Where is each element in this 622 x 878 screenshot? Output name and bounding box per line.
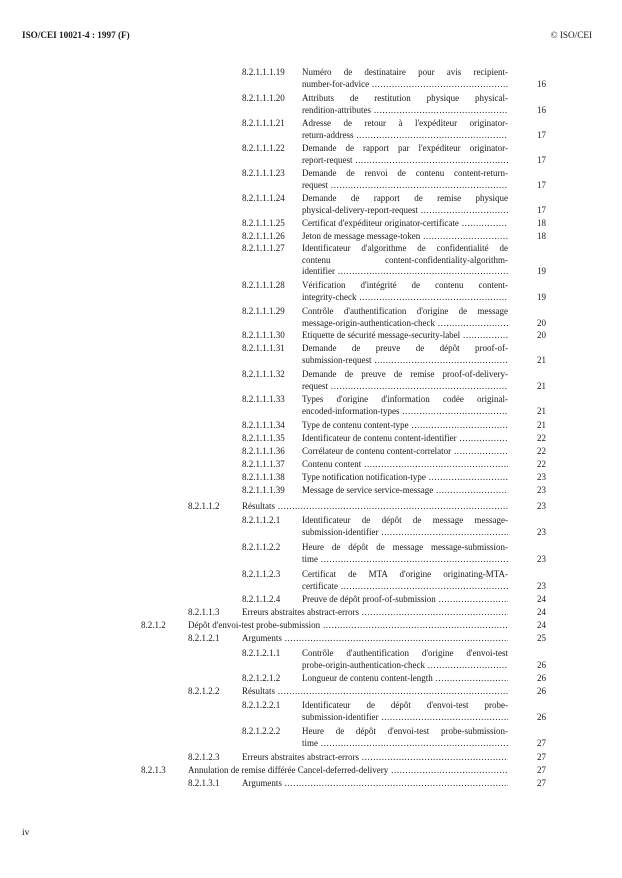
section-title-line: Demande de rapport par l'expéditeur originator- [302, 143, 508, 153]
toc-entry[interactable] [242, 648, 546, 671]
section-title-line: Heure de dépôt d'envoi-test probe-submission- [302, 726, 508, 736]
section-number: 8.2.1.1.1.30 [242, 330, 285, 340]
section-title [302, 542, 508, 565]
page-ref: 22 [537, 446, 546, 456]
page-ref: 22 [537, 459, 546, 469]
section-title-line: time ..... [302, 738, 508, 750]
section-title [302, 218, 508, 230]
section-number: 8.2.1.2.2.2 [242, 726, 281, 736]
section-title-line: contenu content-confidentiality-algorithm- [302, 254, 508, 265]
section-title-line: Arguments ..... [242, 633, 508, 645]
section-title-line: Adresse de retour à l'expéditeur originator- [302, 118, 508, 128]
section-title [302, 193, 508, 216]
section-title [302, 472, 508, 484]
section-number: 8.2.1.1.1.36 [242, 446, 285, 456]
section-title-line: request ..... [302, 381, 508, 393]
toc-entry[interactable] [141, 620, 546, 632]
section-title [302, 369, 508, 392]
section-number: 8.2.1.1.1.22 [242, 143, 285, 153]
section-title-line: integrity-check ..... [302, 292, 508, 304]
section-title [302, 67, 508, 90]
section-title [302, 231, 508, 243]
section-title [302, 420, 508, 432]
toc-entry[interactable] [242, 218, 546, 230]
page-ref: 17 [537, 179, 546, 190]
page-ref: 27 [537, 778, 546, 788]
page-ref: 24 [537, 594, 546, 604]
toc-entry[interactable] [242, 343, 546, 366]
toc-entry[interactable] [242, 168, 546, 191]
section-title-line: physical-delivery-report-request ..... [302, 205, 508, 217]
section-title-line: Annulation de remise différée Cancel-deferred-delivery ..... [188, 765, 508, 777]
section-number: 8.2.1.1.2.1 [242, 515, 281, 525]
page-ref: 23 [537, 580, 546, 591]
page-ref: 27 [537, 737, 546, 748]
page-ref: 23 [537, 472, 546, 482]
section-title [188, 765, 508, 777]
toc-entry[interactable] [242, 459, 546, 471]
section-title-line: certificate ..... [302, 581, 508, 593]
section-number: 8.2.1.2.1.2 [242, 673, 281, 683]
toc-entry[interactable] [242, 433, 546, 445]
section-title [302, 726, 508, 749]
section-title-line: Message de service service-message ..... [302, 485, 508, 497]
page-ref: 23 [537, 485, 546, 495]
toc-entry[interactable] [188, 686, 546, 698]
section-title-line: Identificateur d'algorithme de confidentialité de [302, 243, 508, 253]
page-ref: 27 [537, 765, 546, 775]
section-number: 8.2.1.1.1.38 [242, 472, 285, 482]
section-title-line: probe-origin-authentication-check ..... [302, 660, 508, 672]
section-number: 8.2.1.1.1.37 [242, 459, 285, 469]
toc-entry[interactable] [242, 446, 546, 458]
toc-entry[interactable] [242, 67, 546, 90]
section-title [302, 306, 508, 329]
section-title-line: submission-identifier ..... [302, 527, 508, 539]
page-ref: 25 [537, 633, 546, 643]
section-title-line: Demande de renvoi de contenu content-return- [302, 168, 508, 178]
section-title-line: Jeton de message message-token ..... [302, 231, 508, 243]
section-number: 8.2.1.1.1.31 [242, 343, 285, 353]
page-ref: 19 [537, 291, 546, 302]
page-ref: 21 [537, 380, 546, 391]
toc-entry[interactable] [242, 594, 546, 606]
section-title-line: Corrélateur de contenu content-correlator ..... [302, 446, 508, 458]
section-title-line: Demande de preuve de dépôt proof-of- [302, 343, 508, 353]
page-ref: 21 [537, 405, 546, 416]
section-number: 8.2.1.1.2.4 [242, 594, 281, 604]
toc-entry[interactable] [242, 485, 546, 497]
section-title [302, 700, 508, 723]
section-title-line: Heure de dépôt de message message-submission- [302, 542, 508, 552]
toc-entry[interactable] [242, 143, 546, 166]
section-title [302, 459, 508, 471]
section-number: 8.2.1.1.1.33 [242, 394, 285, 404]
section-number: 8.2.1.1.3 [188, 607, 220, 617]
page-ref: 21 [537, 420, 546, 430]
copyright-header: © ISO/CEI [550, 30, 592, 40]
toc-entry[interactable] [242, 420, 546, 432]
section-title [302, 485, 508, 497]
page-ref: 22 [537, 433, 546, 443]
section-title-line: Identificateur de dépôt de message message- [302, 515, 508, 525]
page-ref: 17 [537, 129, 546, 140]
toc-entry[interactable] [242, 673, 546, 685]
section-number: 8.2.1.1.1.20 [242, 93, 285, 103]
section-title [302, 330, 508, 342]
section-title-line: Vérification d'intégrité de contenu content- [302, 280, 508, 290]
page-ref: 21 [537, 354, 546, 365]
section-number: 8.2.1.1.1.25 [242, 218, 285, 228]
section-title-line: number-for-advice ..... [302, 79, 508, 91]
section-title [302, 143, 508, 166]
document-id-header: ISO/CEI 10021-4 : 1997 (F) [22, 30, 130, 40]
page-ref: 17 [537, 204, 546, 215]
page-number: iv [22, 828, 30, 838]
page-ref: 26 [537, 711, 546, 722]
section-title [188, 620, 508, 632]
page-ref: 23 [537, 526, 546, 537]
section-number: 8.2.1.1.1.27 [242, 243, 285, 253]
section-title [302, 569, 508, 592]
section-title-line: Numéro de destinataire pour avis recipient- [302, 67, 508, 77]
page-ref: 18 [537, 231, 546, 241]
toc-entry[interactable] [242, 700, 546, 723]
section-number: 8.2.1.2.1 [188, 633, 220, 643]
section-number: 8.2.1.2.2.1 [242, 700, 281, 710]
section-title [302, 280, 508, 303]
section-number: 8.2.1.1.1.19 [242, 67, 285, 77]
section-number: 8.2.1.2.2 [188, 686, 220, 696]
section-title [302, 515, 508, 538]
page-ref: 20 [537, 330, 546, 340]
page-ref: 26 [537, 659, 546, 670]
page-ref: 24 [537, 620, 546, 630]
toc-entry[interactable] [242, 193, 546, 216]
section-number: 8.2.1.1.1.34 [242, 420, 285, 430]
section-title [242, 633, 508, 645]
section-title [302, 433, 508, 445]
section-number: 8.2.1.1.1.23 [242, 168, 285, 178]
page-ref: 27 [537, 752, 546, 762]
section-title [242, 778, 508, 790]
page-ref: 26 [537, 673, 546, 683]
section-title-line: Preuve de dépôt proof-of-submission ..... [302, 594, 508, 606]
section-title-line: message-origin-authentication-check ..... [302, 318, 508, 330]
section-title-line: report-request ..... [302, 155, 508, 167]
page-ref: 20 [537, 317, 546, 328]
page-ref: 16 [537, 104, 546, 115]
section-number: 8.2.1.1.2 [188, 501, 220, 511]
page-ref: 24 [537, 607, 546, 617]
page-ref: 23 [537, 501, 546, 511]
section-number: 8.2.1.1.1.21 [242, 118, 285, 128]
section-title [302, 673, 508, 685]
section-title-line: encoded-information-types ..... [302, 406, 508, 418]
toc-entry[interactable] [242, 515, 546, 538]
section-title-line: Certificat d'expéditeur originator-certificate ..... [302, 218, 508, 230]
toc-entry[interactable] [141, 765, 546, 777]
section-title [302, 93, 508, 116]
section-title-line: Type notification notification-type ..... [302, 472, 508, 484]
section-number: 8.2.1.1.1.28 [242, 280, 285, 290]
section-number: 8.2.1.2.3 [188, 752, 220, 762]
section-title-line: Contrôle d'authentification d'origine de message [302, 306, 508, 316]
section-title [302, 243, 508, 278]
section-title-line: Contenu content ..... [302, 459, 508, 471]
section-title [302, 446, 508, 458]
toc-entry[interactable] [242, 542, 546, 565]
section-title-line: Etiquette de sécurité message-security-label ..... [302, 330, 508, 342]
toc-entry[interactable] [188, 778, 546, 790]
page-ref: 23 [537, 553, 546, 564]
section-title-line: Demande de rapport de remise physique [302, 193, 508, 203]
page-ref: 19 [537, 266, 546, 277]
section-number: 8.2.1.1.1.35 [242, 433, 285, 443]
section-title-line: time ..... [302, 554, 508, 566]
page-ref: 26 [537, 686, 546, 696]
section-title [242, 501, 508, 513]
section-number: 8.2.1.3.1 [188, 778, 220, 788]
page-ref: 17 [537, 154, 546, 165]
section-title-line: Identificateur de contenu content-identifier ..... [302, 433, 508, 445]
section-title-line: rendition-attributes ..... [302, 105, 508, 117]
section-title-line: Type de contenu content-type ..... [302, 420, 508, 432]
section-number: 8.2.1.1.1.32 [242, 369, 285, 379]
section-title-line: Contrôle d'authentification d'origine d'envoi-test [302, 648, 508, 658]
section-title-line: Longueur de contenu content-length ..... [302, 673, 508, 685]
toc-entry[interactable] [242, 243, 546, 278]
section-title [302, 594, 508, 606]
section-number: 8.2.1.1.1.39 [242, 485, 285, 495]
toc-entry[interactable] [188, 607, 546, 619]
section-title-line: Attributs de restitution physique physical- [302, 93, 508, 103]
section-title-line: submission-request ..... [302, 355, 508, 367]
section-number: 8.2.1.1.1.26 [242, 231, 285, 241]
section-number: 8.2.1.1.1.29 [242, 306, 285, 316]
toc-entry[interactable] [242, 726, 546, 749]
section-number: 8.2.1.1.1.24 [242, 193, 285, 203]
section-title-line: Arguments ..... [242, 778, 508, 790]
section-number: 8.2.1.1.2.2 [242, 542, 281, 552]
toc-entry[interactable] [188, 501, 546, 513]
section-title [302, 343, 508, 366]
section-title [242, 686, 508, 698]
section-title [302, 168, 508, 191]
section-title-line: Erreurs abstraites abstract-errors ..... [242, 607, 508, 619]
section-title-line: Résultats ..... [242, 686, 508, 698]
section-title-line: Résultats ..... [242, 501, 508, 513]
toc-entry[interactable] [242, 93, 546, 116]
section-title-line: Certificat de MTA d'origine originating-MTA- [302, 569, 508, 579]
toc-entry[interactable] [242, 472, 546, 484]
page-ref: 16 [537, 78, 546, 89]
section-title-line: Types d'origine d'information codée original- [302, 394, 508, 404]
toc-entry[interactable] [242, 306, 546, 329]
section-title-line: submission-identifier ..... [302, 712, 508, 724]
section-title-line: Erreurs abstraites abstract-errors ..... [242, 752, 508, 764]
toc-entry[interactable] [242, 330, 546, 342]
section-title-line: Dépôt d'envoi-test probe-submission ..... [188, 620, 508, 632]
toc-entry[interactable] [242, 394, 546, 417]
toc-entry[interactable] [242, 231, 546, 243]
toc-entry[interactable] [242, 569, 546, 592]
section-title-line: Identificateur de dépôt d'envoi-test probe- [302, 700, 508, 710]
section-title [242, 607, 508, 619]
page-ref: 18 [537, 218, 546, 228]
toc-entry[interactable] [188, 633, 546, 645]
section-number: 8.2.1.3 [141, 765, 166, 775]
section-number: 8.2.1.2 [141, 620, 166, 630]
section-title [302, 394, 508, 417]
section-title [302, 648, 508, 671]
section-title-line: Demande de preuve de remise proof-of-delivery- [302, 369, 508, 379]
section-title-line: identifier ..... [302, 266, 508, 278]
section-title [302, 118, 508, 141]
section-number: 8.2.1.1.2.3 [242, 569, 281, 579]
section-title-line: return-address ..... [302, 130, 508, 142]
toc-entry[interactable] [242, 280, 546, 303]
section-number: 8.2.1.2.1.1 [242, 648, 281, 658]
toc-entry[interactable] [242, 369, 546, 392]
section-title-line: request ..... [302, 180, 508, 192]
toc-entry[interactable] [242, 118, 546, 141]
section-title [242, 752, 508, 764]
toc-entry[interactable] [188, 752, 546, 764]
